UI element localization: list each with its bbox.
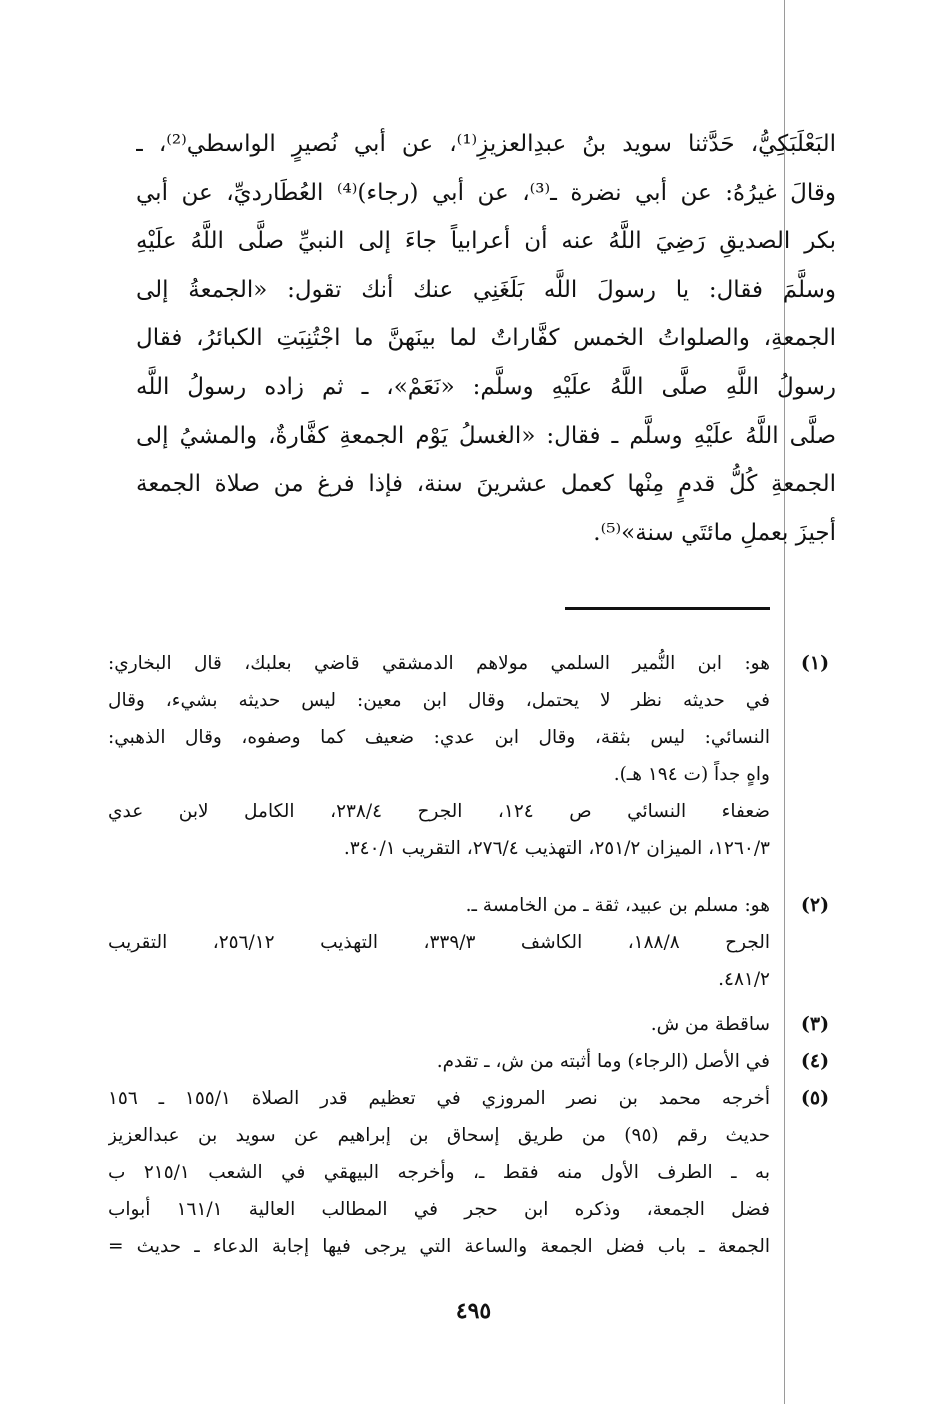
footnote-line: الجمعة ـ باب فضل الجمعة والساعة التي يرجى فيها إجابة الدعاء ـ حديث =	[108, 1236, 770, 1257]
footnote-line: أخرجه محمد بن نصر المروزي في تعظيم قدر الصلاة ١٥٥/١ ـ ١٥٦	[108, 1088, 770, 1109]
footnote-separator	[565, 607, 770, 610]
footnote-body	[108, 1043, 770, 1080]
main-text-line: أجيزَ بعملِ مائتَي سنة»⁽⁵⁾.	[593, 519, 836, 546]
footnote-line: ساقطة من ش.	[650, 1014, 770, 1035]
footnote-line: ضعفاء النسائي ص ١٢٤، الجرح ٢٣٨/٤، الكامل لابن عدي	[108, 801, 770, 822]
main-text	[136, 120, 836, 557]
footnote-body	[108, 645, 770, 867]
footnote-line: حديث رقم (٩٥) من طريق إسحاق بن إبراهيم عن سويد بن عبدالعزيز	[108, 1125, 770, 1146]
footnote-line: ٤٨١/٢.	[718, 969, 770, 990]
footnote-line: في الأصل (الرجاء) وما أثبته من ش، ـ تقدم.	[436, 1051, 770, 1072]
footnote-body	[108, 1080, 770, 1265]
footnote-number: (٢)	[800, 894, 830, 916]
footnote-line: هو: مسلم بن عبيد، ثقة ـ من الخامسة ـ.	[465, 895, 770, 916]
footnote-line: فضل الجمعة، وذكره ابن حجر في المطالب العالية ١٦١/١ أبواب	[108, 1199, 770, 1220]
footnote-line: ١٢٦٠/٣، الميزان ٢٥١/٢، التهذيب ٢٧٦/٤، التقريب ٣٤٠/١.	[343, 838, 770, 859]
footnote-line: واهٍ جداً (ت ١٩٤ هـ).	[613, 764, 770, 785]
footnote-body	[108, 1006, 770, 1043]
footnote-line: في حديثه نظر لا يحتمل، وقال ابن معين: ليس حديثه بشيء، وقال	[108, 690, 770, 711]
main-text-line: وسلَّمَ فقال: يا رسولَ اللَّه بَلَغَنِي عنك أنك تقول: «الجمعةُ إلى	[136, 276, 836, 303]
footnote-number: (٤)	[800, 1050, 830, 1072]
footnote-line: الجرح ١٨٨/٨، الكاشف ٣٣٩/٣، التهذيب ٢٥٦/١٢، التقريب	[108, 932, 770, 953]
footnote-number: (٣)	[800, 1013, 830, 1035]
main-text-line: صلَّى اللَّهُ علَيْهِ وسلَّم ـ فقال: «الغسلُ يَوْم الجمعةِ كفَّارةٌ، والمشيُ إلى	[136, 422, 836, 449]
main-text-line: الجمعةِ، والصلواتُ الخمس كفَّاراتٌ لما بينَهنَّ ما اجْتُنِبَتِ الكبائرُ، فقال	[136, 325, 836, 352]
main-text-line: بكر الصديقِ رَضِيَ اللَّهُ عنه أن أعرابياً جاءَ إلى النبيِّ صلَّى اللَّهُ علَيْهِ	[136, 228, 836, 255]
page-number: ٤٩٥	[455, 1298, 492, 1324]
main-text-line: البَعْلَبَكِيُّ، حَدَّثنا سويد بنُ عبدِالعزيزِ⁽¹⁾، عن أبي نُصيرٍ الواسطي⁽²⁾، ـ	[136, 131, 836, 157]
footnote-line: النسائي: ليس بثقة، وقال ابن عدي: ضعيف كما وصفوه، وقال الذهبي:	[108, 727, 770, 748]
main-text-line: الجمعةِ كُلُّ قدمٍ مِنْها كعمل عشرينَ سنة، فإذا فرغ من صلاة الجمعة	[136, 471, 836, 498]
footnote-number: (٥)	[800, 1087, 830, 1109]
footnote-number: (١)	[800, 652, 830, 674]
main-text-line: رسولُ اللَّهِ صلَّى اللَّهُ علَيْهِ وسلَّم: «نَعَمْ»، ـ ثم زاده رسولُ اللَّه	[136, 373, 836, 400]
footnote-body	[108, 887, 770, 998]
footnote-line: به ـ الطرف الأول منه فقط ـ، وأخرجه البيهقي في الشعب ٢١٥/١ ب	[108, 1162, 770, 1183]
main-text-line: وقالَ غيرُهُ: عن أبي نضرة ـ⁽³⁾، عن أبي (رجاء)⁽⁴⁾ العُطَارديِّ، عن أبي	[136, 179, 836, 206]
footnote-line: هو: ابن النُّمير السلمي مولاهم الدمشقي قاضي بعلبك، قال البخاري:	[108, 653, 770, 674]
